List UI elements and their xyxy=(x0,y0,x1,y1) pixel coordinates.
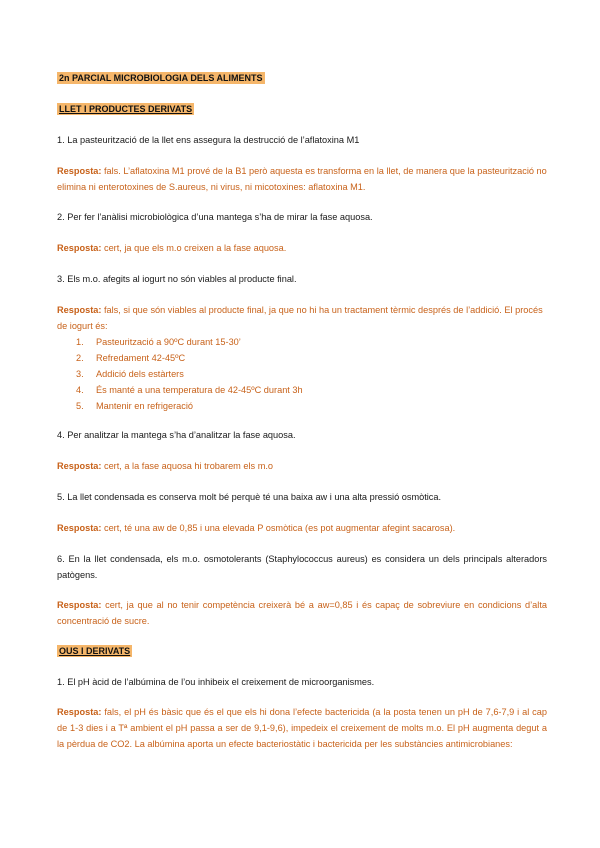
answer-7 xyxy=(57,704,547,752)
list-item: 3. Addició dels estàrters xyxy=(76,369,184,379)
question-2: 2. Per fer l’anàlisi microbiològica d’una mantega s’ha de mirar la fase aquosa. xyxy=(57,212,373,222)
section-heading-block xyxy=(57,643,547,659)
list-item: 4. És manté a una temperatura de 42-45ºC durant 3h xyxy=(76,385,303,395)
answer-label: Resposta: xyxy=(57,600,102,610)
answer-text: cert, ja que al no tenir competència creixerà bé a aw=0,85 i és capaç de sobreviure en condicions d’alta concentració de sucre. xyxy=(57,600,547,626)
question-6: 6. En la llet condensada, els m.o. osmotolerants (Staphylococcus aureus) es considera un dels principals alteradors patògens. xyxy=(57,554,547,580)
answer-text: cert, té una aw de 0,85 i una elevada P osmòtica (es pot augmentar afegint sacarosa). xyxy=(101,523,456,533)
answer-1 xyxy=(57,163,547,195)
answer-5 xyxy=(57,520,547,536)
list-item: 2. Refredament 42-45ºC xyxy=(76,353,186,363)
answer-text: cert, a la fase aquosa hi trobarem els m.o xyxy=(101,461,274,471)
question-3: 3. Els m.o. afegits al iogurt no són viables al producte final. xyxy=(57,274,297,284)
answer-label: Resposta: xyxy=(57,523,102,533)
answer-3 xyxy=(57,302,547,334)
answer-text: cert, ja que els m.o creixen a la fase aquosa. xyxy=(101,243,287,253)
answer-text: fals. L’aflatoxina M1 prové de la B1 però aquesta es transforma en la llet, de manera que la pasteurització no elimina ni enterotoxines de S.aureus, ni virus, ni micotoxines: aflatoxina M1. xyxy=(57,166,547,192)
answer-6 xyxy=(57,597,547,629)
yogurt-process-list xyxy=(57,334,547,414)
question-5: 5. La llet condensada es conserva molt bé perquè té una baixa aw i una alta pressió osmòtica. xyxy=(57,492,442,502)
answer-label: Resposta: xyxy=(57,461,102,471)
document-title: 2n PARCIAL MICROBIOLOGIA DELS ALIMENTS xyxy=(59,73,263,83)
section-heading-block xyxy=(57,101,547,117)
question-1: 1. La pasteurització de la llet ens assegura la destrucció de l’aflatoxina M1 xyxy=(57,135,360,145)
answer-label: Resposta: xyxy=(57,305,102,315)
answer-label: Resposta: xyxy=(57,707,102,717)
question-7: 1. El pH àcid de l’albúmina de l’ou inhibeix el creixement de microorganismes. xyxy=(57,677,375,687)
answer-2 xyxy=(57,240,547,256)
document-title-block xyxy=(57,70,547,86)
list-item: 1. Pasteurització a 90ºC durant 15-30’ xyxy=(76,337,241,347)
section-heading-milk: LLET I PRODUCTES DERIVATS xyxy=(59,104,193,114)
answer-text: fals, si que són viables al producte final, ja que no hi ha un tractament tèrmic després de l’addició. El procés de iogurt és: xyxy=(57,305,543,331)
answer-label: Resposta: xyxy=(57,166,102,176)
answer-label: Resposta: xyxy=(57,243,102,253)
yogurt-process-list-block xyxy=(57,334,547,414)
answer-text: fals, el pH és bàsic que és el que els hi dona l’efecte bactericida (a la posta tenen un pH de 7,6-7,9 i al cap de 1-3 dies i a Tª ambient el pH passa a ser de 9,1-9,6), impedeix el creixement de molts m.o. El pH augmenta degut a la pèrdua de CO2. La albúmina aporta un efecte bacteriostàtic i bactericida per les substàncies antimicrobianes: xyxy=(57,707,547,749)
question-4: 4. Per analitzar la mantega s’ha d’analitzar la fase aquosa. xyxy=(57,430,296,440)
section-heading-eggs: OUS I DERIVATS xyxy=(59,646,131,656)
list-item: 5. Mantenir en refrigeració xyxy=(76,401,194,411)
answer-4 xyxy=(57,458,547,474)
